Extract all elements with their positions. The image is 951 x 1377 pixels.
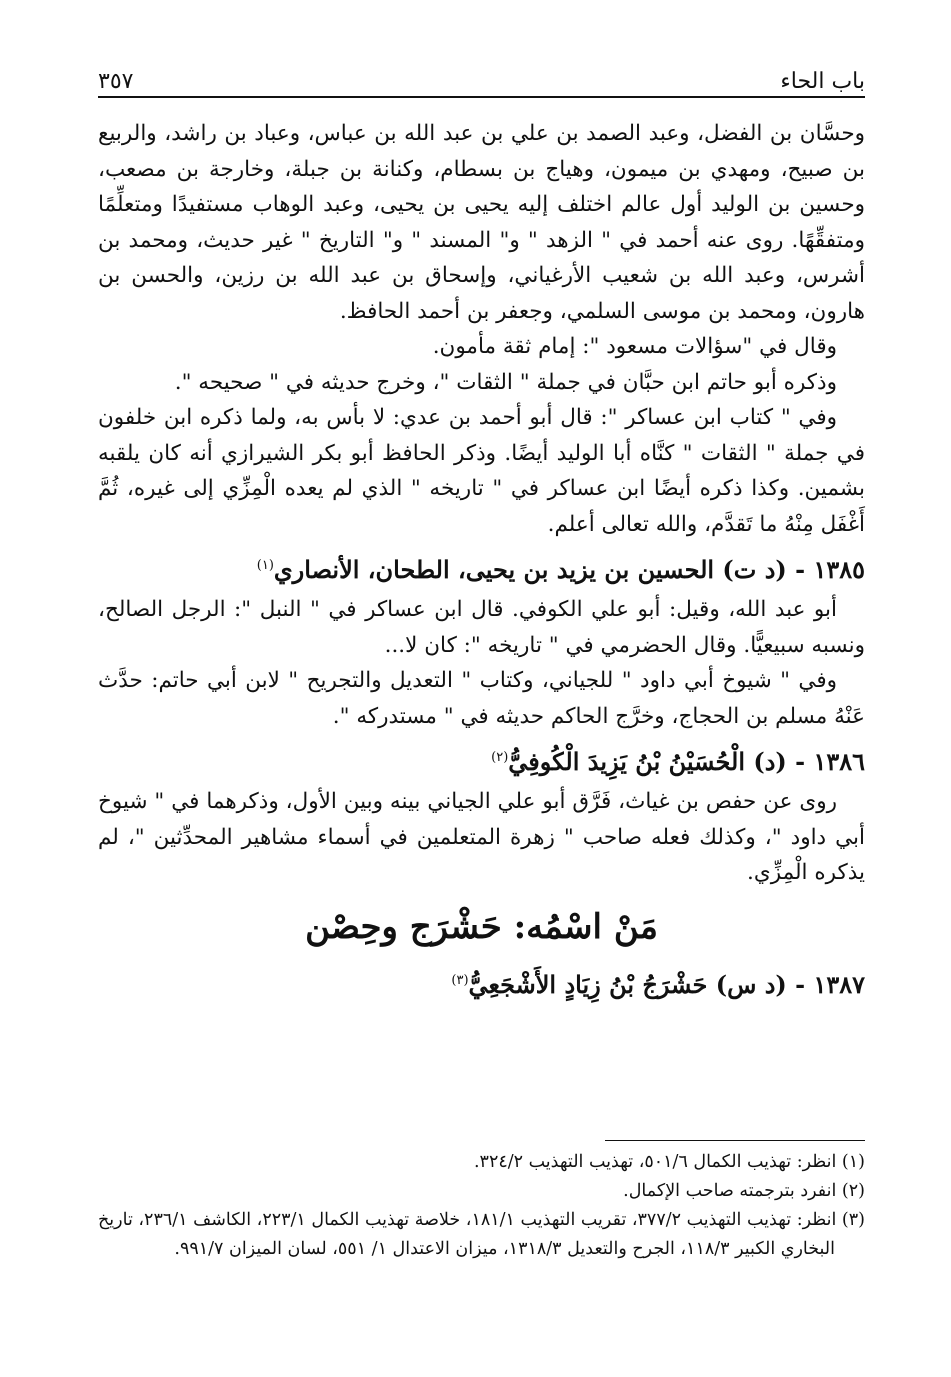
entry-heading-1387: [98, 961, 865, 1005]
page-header: [98, 58, 865, 94]
footnote-ref: (١): [256, 558, 274, 573]
footnote: (٢) انفرد بترجمته صاحب الإكمال.: [623, 1181, 865, 1201]
main-text: [98, 116, 865, 1007]
footnote-rule: [605, 1140, 865, 1141]
footnote: (٣) انظر: تهذيب التهذيب ٣٧٧/٢، تقريب التهذيب ١٨١/١، خلاصة تهذيب الكمال ٢٢٣/١، الكاشف ٢٣٦/١، تاريخ البخاري الكبير ١١٨/٣، الجرح والتعديل ١٣١٨/٣، ميزان الاعتدال ١/ ٥٥١، لسان الميزان ٩٩١/٧.: [98, 1210, 865, 1259]
entry-title: ١٣٨٦ - (د) الْحُسَيْنُ بْنُ يَزِيدَ الْكُوفِيُّ: [508, 747, 865, 776]
paragraph: وفي " كتاب ابن عساكر ": قال أبو أحمد بن عدي: لا بأس به، ولما ذكره ابن خلفون في جملة " الثقات " كنَّاه أبا الوليد أيضًا. وذكر الحافظ أبو بكر الشيرازي أنه كان يلقبه بشمين. وكذا ذكره أيضًا ابن عساكر في " تاريخه " الذي لم يعده الْمِزِّي إلى غيره، ثُمَّ أَغْفَل مِنْهُ ما تَقدَّم، والله تعالى أعلم.: [98, 405, 865, 537]
footnote-ref: (٣): [451, 972, 469, 988]
paragraph: وذكره أبو حاتم ابن حبَّان في جملة " الثقات "، وخرج حديثه في " صحيحه ".: [174, 369, 837, 395]
footnotes: [98, 1148, 865, 1264]
entry-title: ١٣٨٥ - (د ت) الحسين بن يزيد بن يحيى، الطحان، الأنصاري: [273, 555, 865, 584]
paragraph: وفي " شيوخ أبي داود " للجياني، وكتاب " التعديل والتجريح " لابن أبي حاتم: حدَّث عَنْهُ مسلم بن الحجاج، وخرَّج الحاكم حديثه في " مستدركه ".: [98, 668, 865, 729]
footnote-ref: (٢): [491, 750, 509, 765]
paragraph: وحسَّان بن الفضل، وعبد الصمد بن علي بن عبد الله بن عباس، وعباد بن راشد، والربيع بن صبيح، ومهدي بن ميمون، وهياج بن بسطام، وكنانة بن جبلة، وخارجة بن مصعب، وحسين بن الوليد أول عالم اختلف إليه يحيى بن يحيى، وعبد الوهاب مستفيدًا ومتعلِّمًا ومتفقِّهًا. روى عنه أحمد في " الزهد " و" المسند " و" التاريخ " غير حديث، ومحمد بن أشرس، وعبد الله بن شعيب الأرغياني، وإسحاق بن عبد الله بن رزين، والحسن بن هارون، ومحمد بن موسى السلمي، وجعفر بن أحمد الحافظ.: [98, 121, 865, 324]
header-rule: [98, 96, 865, 98]
chapter-title: باب الحاء: [780, 69, 865, 94]
paragraph: أبو عبد الله، وقيل: أبو علي الكوفي. قال ابن عساكر في " النبل ": الرجل الصالح، ونسبه سبيعيًّا. وقال الحضرمي في " تاريخه ": كان لا...: [98, 597, 865, 658]
footnote: (١) انظر: تهذيب الكمال ٥٠١/٦، تهذيب التهذيب ٣٢٤/٢.: [473, 1152, 865, 1172]
entry-title: ١٣٨٧ - (د س) حَشْرَجُ بْنُ زِيَادٍ الأَشْجَعِيُّ: [468, 969, 865, 999]
entry-heading-1385: [98, 546, 865, 590]
paragraph: روى عن حفص بن غياث، فَرَّق أبو علي الجياني بينه وبين الأول، وذكرهما في " شيوخ أبي داود "، وكذلك فعله صاحب " زهرة المتعلمين في أسماء مشاهير المحدِّثين "، لم يذكره الْمِزِّي.: [98, 789, 865, 885]
entry-heading-1386: [98, 738, 865, 782]
paragraph: وقال في "سؤالات مسعود ": إمام ثقة مأمون.: [432, 334, 837, 359]
section-title: مَنْ اسْمُه: حَشْرَج وحِصْن: [305, 906, 658, 947]
page-number: ٣٥٧: [98, 69, 134, 94]
